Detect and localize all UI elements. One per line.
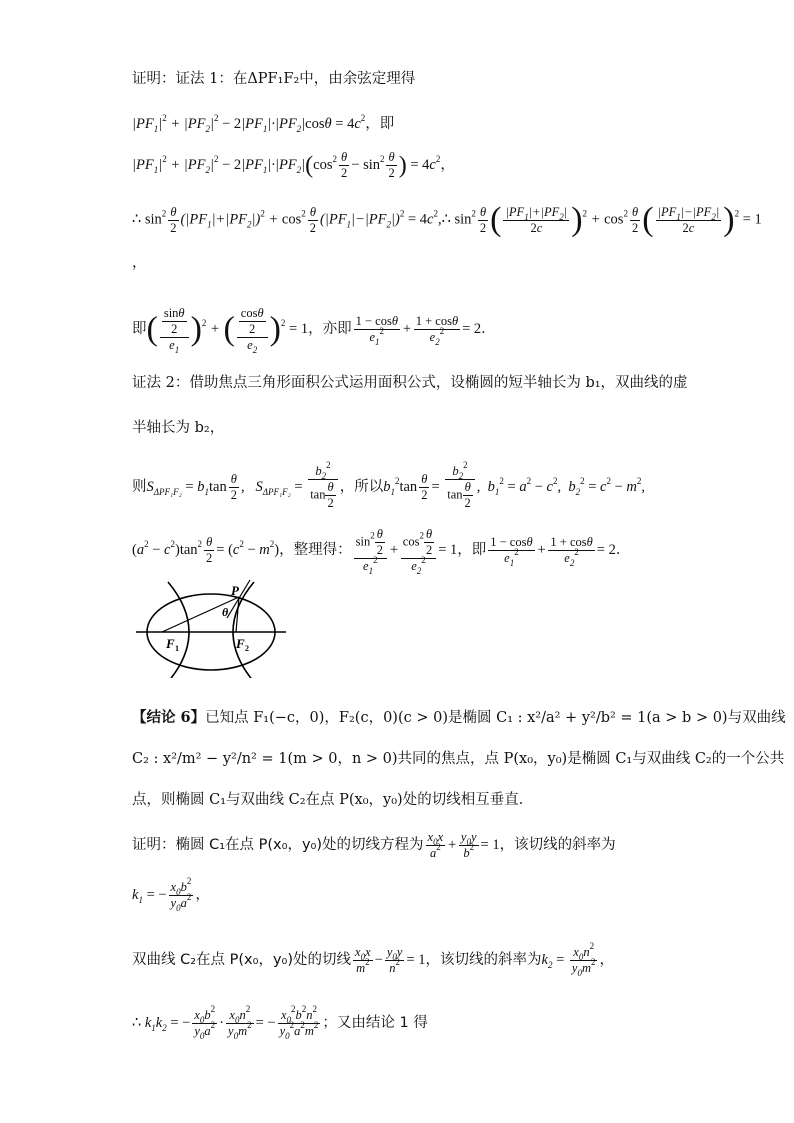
label-f1-sub: 1 [175, 644, 179, 653]
proof2-line1: 证法 2：借助焦点三角形面积公式运用面积公式，设椭圆的短半轴长为 b₁，双曲线的虚 [132, 375, 688, 391]
conclusion6-heading: 【结论 6】 [132, 709, 206, 726]
conclusion6-line1: 【结论 6】已知点 F₁(−c，0)，F₂(c，0)(c > 0)是椭圆 C₁ : x²/a² + y²/b² = 1(a > b > 0)与双曲线 [132, 709, 786, 726]
proof2-line4: $(a^2 - c^2)\tan^2$ $\frac{\theta}{2}$ = $(c^2 - m^2)$，整理得： $\sin^2$ $\frac{\theta}{2}$ $e_1^2$ + $\cos^2$ $\frac{\theta}{2}$ $e_2^2$ = 1，即 $\frac{1 - \cos\theta}{e_1^2}$ + $\frac{1 + \cos\theta}{e_2^2}$ = 2． [132, 527, 631, 576]
proof3-line1: 证明：椭圆 C₁在点 P(x₀，y₀)处的切线方程为 $\frac{x_0x}{a^2}$ + $\frac{y_0y}{b^2}$ = 1，该切线的斜率为 [132, 830, 616, 860]
label-f1: F [166, 636, 175, 651]
conclusion6-line3: 点，则椭圆 C₁与双曲线 C₂在点 P(x₀，y₀)处的切线相互垂直． [132, 792, 534, 808]
proof3-line2: $k_1$ = − $\frac{x_0b^2}{y_0a^2}$ ， [132, 876, 210, 913]
label-f2: F [236, 636, 245, 651]
conclusion6-line2: C₂ : x²/m² − y²/n² = 1(m > 0，n > 0)共同的焦点，点 P(x₀，y₀)是椭圆 C₁与双曲线 C₂的一个公共 [132, 751, 785, 767]
label-p: P [231, 583, 239, 598]
proof2-line2: 半轴长为 b₂， [132, 420, 225, 436]
proof1-comma: ， [132, 255, 147, 271]
proof1-eq4: 即( $\frac{\frac{\sin\theta}{2}}{e_1}$ )$^2$ + ( $\frac{\frac{\cos\theta}{2}}{e_2}$ )$^2$ = 1，亦即 $\frac{1 - \cos\theta}{e_1^2}$ + $\frac{1 + \cos\theta}{e_2^2}$ = 2． [132, 306, 496, 355]
proof1-eq1: $|PF_1|^2 + |PF_2|^2 - 2|PF_1|\cdot|PF_2|\cos\theta = 4c^2$，即 [132, 113, 395, 134]
proof1-eq3: ∴ $\sin^2$ $\frac{\theta}{2}$ $(|PF_1|+|PF_2|)^2 + \cos^2$ $\frac{\theta}{2}$ $(|PF_1|-|PF_2|)^2$ = $4c^2,\therefore$ $\sin^2$ $\frac{\theta}{2}$ ( $\frac{|PF_1|+|PF_2|}{2c}$ )$^2 + \cos^2$ $\frac{\theta}{2}$ ( $\frac{|PF_1|-|PF_2|}{2c}$ )$^2$ = 1 [132, 201, 762, 238]
label-f2-sub: 2 [245, 644, 249, 653]
proof1-title: 证明：证法 1：在ΔPF₁F₂中，由余弦定理得 [132, 71, 416, 87]
proof3-line3: 双曲线 C₂在点 P(x₀，y₀)处的切线 $\frac{x_0x}{m^2}$ − $\frac{y_0y}{n^2}$ = 1，该切线的斜率为$k_2$ = $\frac{x_0n^2}{y_0m^2}$ ， [132, 941, 614, 978]
ellipse-hyperbola-figure [132, 578, 290, 678]
proof3-line4: ∴ $k_1k_2$ = − $\frac{x_0b^2}{y_0a^2}$ · $\frac{x_0n^2}{y_0m^2}$ = − $\frac{x_0^2b^2n^2}{y_0^2a^2m^2}$ ；又由结论 1 得 [132, 1004, 428, 1041]
proof1-eq2: $|PF_1|^2 + |PF_2|^2 - 2|PF_1|\cdot|PF_2|(\cos^2$ $\frac{\theta}{2}$ − $\sin^2$ $\frac{\theta}{2}$ ) = $4c^2$， [132, 150, 455, 180]
label-theta: θ [222, 605, 229, 619]
proof2-line3: 则$S_{\Delta PF_1F_2} = b_1\tan$ $\frac{\theta}{2}$ , $S_{\Delta PF_1F_2}$ = $b_2^2$ tan $\frac{\theta}{2}$ ，所以$b_1^2\tan$ $\frac{\theta}{2}$ = $b_2^2$ tan $\frac{\theta}{2}$ , $b_1^2 = a^2 - c^2$, $b_2^2 = c^2 - m^2$, [132, 460, 646, 510]
